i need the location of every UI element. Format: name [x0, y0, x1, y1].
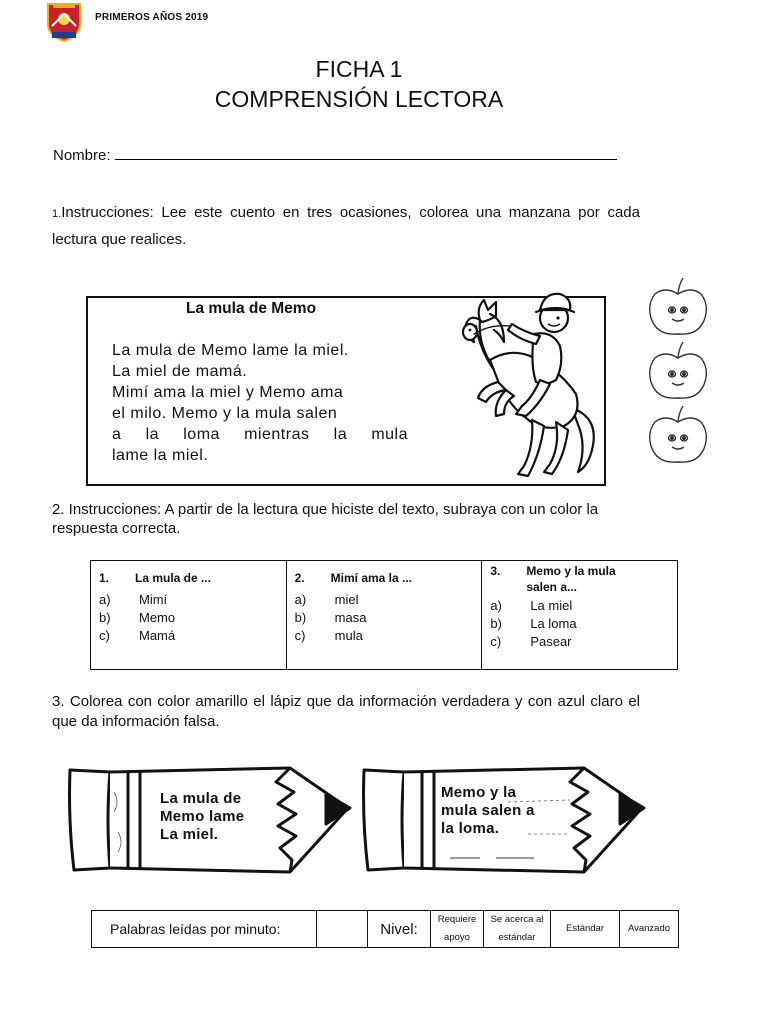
instruction-1-number: 1. [52, 208, 62, 220]
boy-riding-mule-illustration [460, 290, 605, 482]
school-crest-logo [46, 2, 82, 42]
worksheet-title: FICHA 1 [315, 56, 403, 82]
questions-table [90, 560, 678, 670]
answer-option[interactable]: b) Memo [99, 610, 176, 625]
answer-option[interactable]: c) mula [294, 628, 363, 643]
question-header: 3. Memo y la mula salen a... [490, 564, 616, 594]
question-cell [91, 561, 287, 670]
level-label: Nivel: [368, 911, 431, 948]
name-line[interactable] [115, 146, 617, 160]
level-approaching[interactable]: Se acerca al estándar [484, 911, 551, 948]
story-line: Mimí ama la miel y Memo ama [112, 384, 344, 401]
instruction-3: 3. Colorea con color amarillo el lápiz que da información verdadera y con azul claro el que da información falsa. [52, 693, 640, 730]
level-needs-support[interactable]: Requiere apoyo [431, 911, 484, 948]
answer-option[interactable]: b) La loma [490, 616, 577, 631]
instruction-1-text: Instrucciones: Lee este cuento en tres ocasiones, colorea una manzana por cada lectura que realices. [52, 204, 640, 248]
story-line: el milo. Memo y la mula salen [112, 405, 338, 422]
name-field[interactable] [53, 146, 617, 164]
story-line: La mula de Memo lame la miel. [112, 342, 349, 359]
answer-option[interactable]: c) Mamá [99, 628, 176, 643]
question-cell [286, 561, 482, 670]
story-line: a la loma mientras la mula [112, 426, 408, 443]
story-line: La miel de mamá. [112, 363, 248, 380]
three-apples-illustration [647, 274, 709, 466]
pencil-2-text: Memo y la mula salen a la loma. [441, 784, 535, 837]
question-header: 1. La mula de ... [99, 571, 212, 585]
name-label: Nombre: [53, 147, 111, 164]
header-title: PRIMEROS AÑOS 2019 [95, 12, 209, 23]
question-cell [482, 561, 678, 670]
answer-option[interactable]: a) La miel [490, 598, 573, 613]
answer-option[interactable]: c) Pasear [490, 634, 572, 649]
answer-option[interactable]: a) Mimí [99, 592, 168, 607]
level-standard[interactable]: Estándar [551, 911, 620, 948]
story-line: lame la miel. [112, 447, 209, 464]
answer-option[interactable]: a) miel [294, 592, 359, 607]
instruction-2: 2. Instrucciones: A partir de la lectura que hiciste del texto, subraya con un color la respuesta correcta. [52, 501, 599, 537]
level-advanced[interactable]: Avanzado [620, 911, 679, 948]
worksheet-subtitle: COMPRENSIÓN LECTORA [214, 86, 504, 112]
answer-option[interactable]: b) masa [294, 610, 367, 625]
instruction-1 [52, 200, 640, 252]
story-text [112, 340, 408, 466]
story-title: La mula de Memo [186, 300, 317, 317]
pencil-1-text: La mula de Memo lame La miel. [160, 790, 245, 843]
words-per-minute-input[interactable] [317, 911, 368, 948]
words-per-minute-label: Palabras leídas por minuto: [92, 911, 317, 948]
reading-speed-table [91, 910, 679, 948]
question-header: 2. Mimí ama la ... [294, 571, 413, 585]
